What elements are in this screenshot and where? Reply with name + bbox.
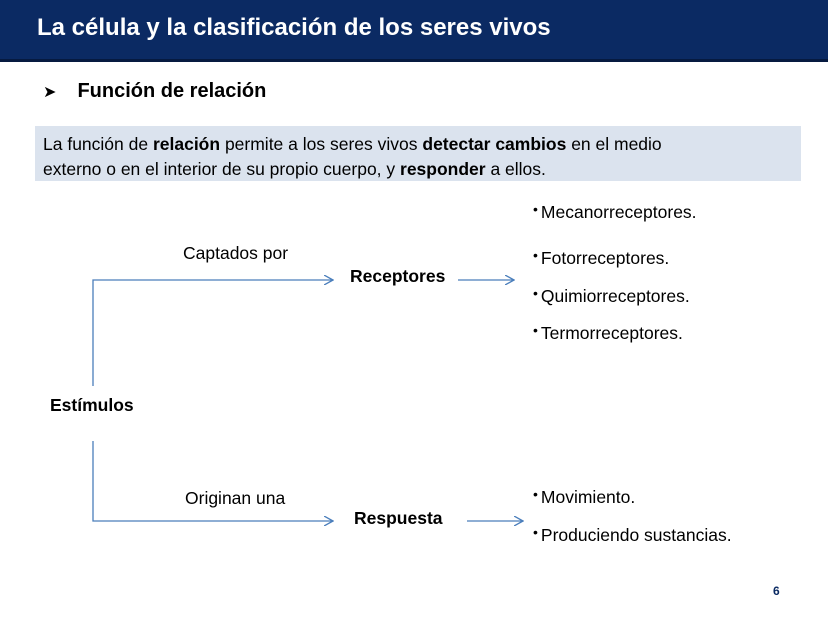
definition-bold-detectar: detectar cambios bbox=[422, 134, 567, 154]
page-number: 6 bbox=[773, 584, 780, 598]
slide-title: La célula y la clasificación de los seres vivos bbox=[37, 14, 551, 41]
list-item: • Fotorreceptores. bbox=[533, 247, 670, 268]
edge-label-originan: Originan una bbox=[185, 488, 286, 508]
bullet-icon: • bbox=[533, 524, 538, 540]
node-respuesta: Respuesta bbox=[354, 508, 443, 528]
arrow-bullet-icon: ➤ bbox=[43, 84, 57, 101]
node-estimulos: Estímulos bbox=[50, 395, 134, 415]
bullet-icon: • bbox=[533, 322, 538, 338]
edge-label-captados: Captados por bbox=[183, 243, 289, 263]
bullet-icon: • bbox=[533, 486, 538, 502]
list-item: • Mecanorreceptores. bbox=[533, 201, 697, 222]
definition-bold-responder: responder bbox=[400, 159, 486, 179]
definition-text-5: a ellos. bbox=[485, 159, 546, 179]
bullet-icon: • bbox=[533, 201, 538, 217]
definition-bold-relacion: relación bbox=[152, 134, 221, 154]
node-receptores: Receptores bbox=[350, 266, 446, 286]
definition-text-2: permite a los seres vivos bbox=[220, 134, 423, 154]
bullet-icon: • bbox=[533, 247, 538, 263]
bullet-icon: • bbox=[533, 285, 538, 301]
list-item: • Movimiento. bbox=[533, 486, 636, 507]
definition-text-4: externo o en el interior de su propio cuerpo, y bbox=[43, 159, 401, 179]
definition-text-3: en el medio bbox=[566, 134, 662, 154]
list-item: • Produciendo sustancias. bbox=[533, 524, 732, 545]
list-item: • Quimiorreceptores. bbox=[533, 285, 690, 306]
connector-to-receptores bbox=[93, 280, 333, 386]
definition-text-1: La función de bbox=[43, 134, 153, 154]
list-item: • Termorreceptores. bbox=[533, 322, 683, 343]
section-label: Función de relación bbox=[77, 80, 267, 102]
connector-to-respuesta bbox=[93, 441, 333, 521]
